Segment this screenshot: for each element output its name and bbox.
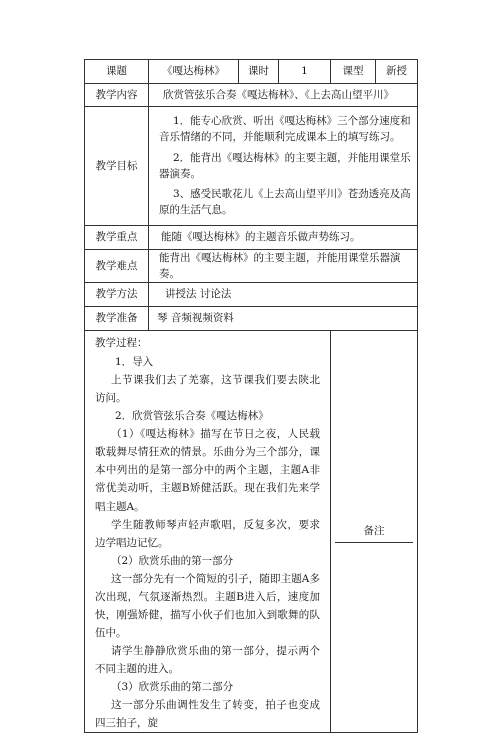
goals-label: 教学目标 [85,107,149,226]
topic-label: 课题 [85,60,149,84]
header-row [85,60,418,84]
process-title: 教学过程： [95,337,148,350]
goal-item: 1．能专心欣赏、听出《嘎达梅林》三个部分速度和音乐情绪的不同，并能顺利完成课本上的填写练习。 [159,115,411,144]
hours-value: 1 [279,60,331,84]
lesson-plan-table [84,59,418,733]
process-row [85,331,418,733]
difficulties-label: 教学难点 [85,249,149,283]
difficulties-value: 能背出《嘎达梅林》的主要主题，并能用课堂乐器演奏。 [149,249,418,283]
content-label: 教学内容 [85,84,149,107]
content-row [85,84,418,107]
process-paragraph: 2．欣赏管弦乐合奏《嘎达梅林》 [115,410,269,423]
process-paragraph: 请学生静静欣赏乐曲的第一部分，提示两个不同主题的进入。 [95,644,320,675]
key-points-label: 教学重点 [85,225,149,249]
key-points-row [85,225,418,249]
process-paragraph: 这一部分乐曲调性发生了转变，拍子也变成四三拍子，旋 [95,699,320,730]
process-paragraph: 这一部分先有一个简短的引子，随即主题A多次出现，气氛逐渐热烈。主题B进入后，速度加快，刚强矫健，描写小伙子们也加入到歌舞的队伍中。 [95,572,320,639]
preparation-label: 教学准备 [85,307,149,331]
goals-list [149,107,418,226]
topic-value: 《嘎达梅林》 [149,60,239,84]
process-paragraph: （3）欣赏乐曲的第二部分 [111,680,234,693]
process-paragraph: 学生随教师琴声轻声歌唱，反复多次，要求边学唱边记忆。 [95,518,320,549]
methods-row [85,283,418,307]
methods-value: 讲授法 讨论法 [149,283,418,307]
preparation-row [85,307,418,331]
key-points-value: 能随《嘎达梅林》的主题音乐做声势练习。 [149,225,418,249]
hours-label: 课时 [239,60,279,84]
content-value: 欣赏管弦乐合奏《嘎达梅林》、《上去高山望平川》 [149,84,418,107]
goal-item: 2．能背出《嘎达梅林》的主要主题，并能用课堂乐器演奏。 [159,151,411,180]
remarks-cell [331,331,418,733]
remarks-label: 备注 [335,520,413,543]
process-paragraph: 上节课我们去了羌寨，这节课我们要去陕北访问。 [95,374,320,405]
process-paragraph: （2）欣赏乐曲的第一部分 [111,554,234,567]
process-paragraph: （1）《嘎达梅林》描写在节日之夜，人民载歌载舞尽情狂欢的情景。乐曲分为三个部分，课本中列出的是第一部分中的两个主题，主题A非常优美动听，主题B矫健活跃。现在我们先来学唱主题A。 [95,428,320,513]
goals-row [85,107,418,226]
goal-item: 3、感受民歌花儿《上去高山望平川》苍劲透亮及高原的生活气息。 [159,188,411,217]
type-value: 新授 [376,60,418,84]
difficulties-row [85,249,418,283]
process-cell [85,331,331,733]
preparation-value: 琴 音频视频资料 [149,307,418,331]
methods-label: 教学方法 [85,283,149,307]
process-paragraph: 1．导入 [115,356,154,369]
type-label: 课型 [331,60,376,84]
